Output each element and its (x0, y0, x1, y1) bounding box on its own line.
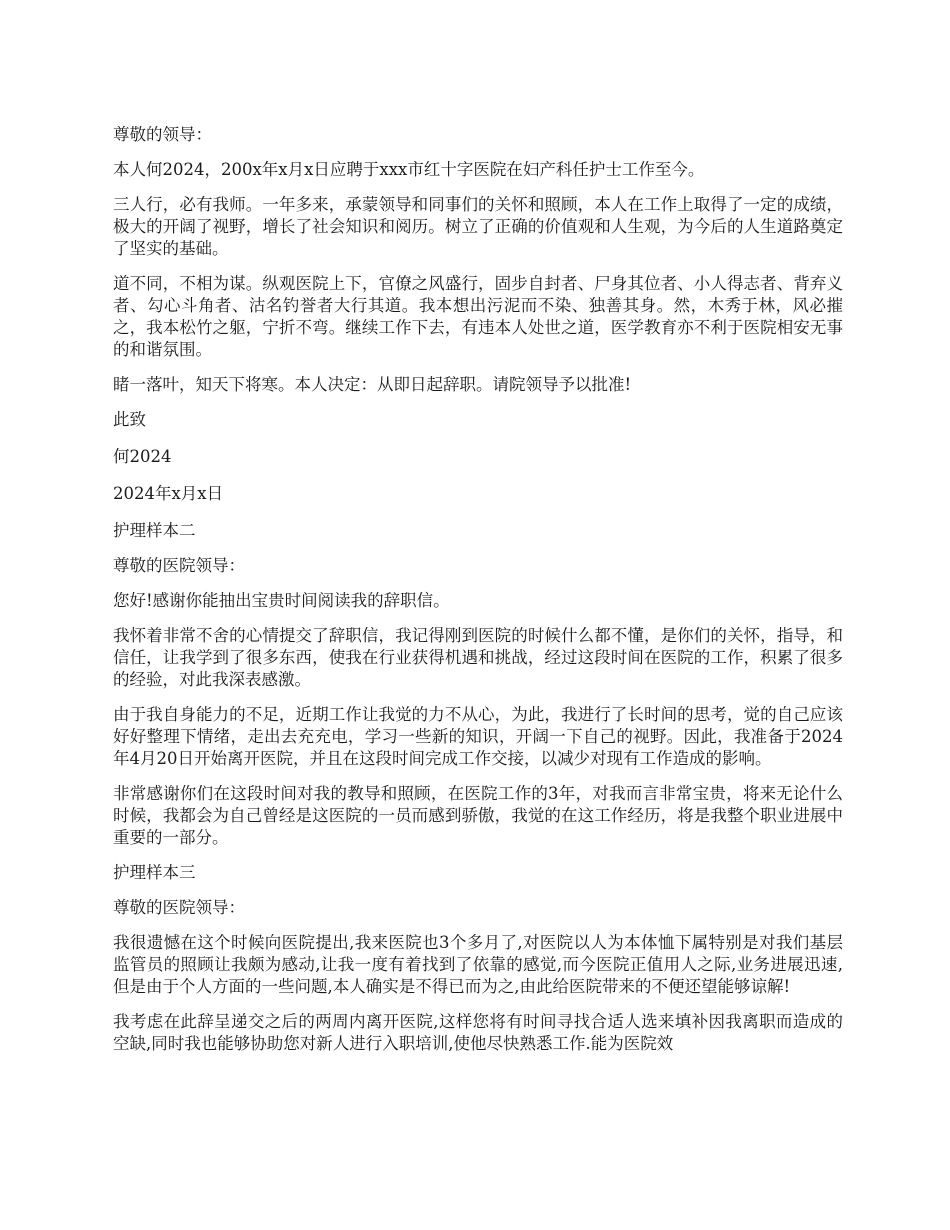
salutation: 尊敬的医院领导： (113, 898, 245, 917)
body-paragraph: 三人行，必有我师。一年多来，承蒙领导和同事们的关怀和照顾，本人在工作上取得了一定的成绩，极大的开阔了视野，增长了社会知识和阅历。树立了正确的价值观和人生观，为今后的人生道路奠定了坚实的基础。 (113, 195, 843, 258)
body-paragraph: 您好!感谢你能抽出宝贵时间阅读我的辞职信。 (113, 591, 450, 610)
body-paragraph: 睹一落叶，知天下将寒。本人决定：从即日起辞职。请院领导予以批准! (113, 375, 632, 394)
body-paragraph: 由于我自身能力的不足，近期工作让我觉的力不从心，为此，我进行了长时间的思考，觉的自己应该好好整理下情绪，走出去充充电，学习一些新的知识，开阔一下自己的视野。因此，我准备于2024年4月20日开始离开医院，并且在这段时间完成工作交接，以减少对现有工作造成的影响。 (113, 705, 843, 768)
section-heading: 护理样本二 (113, 521, 196, 540)
body-paragraph: 我考虑在此辞呈递交之后的两周内离开医院,这样您将有时间寻找合适人选来填补因我离职而造成的空缺,同时我也能够协助您对新人进行入职培训,使他尽快熟悉工作.能为医院效 (113, 1012, 843, 1053)
body-paragraph: 我怀着非常不舍的心情提交了辞职信，我记得刚到医院的时候什么都不懂，是你们的关怀，指导，和信任，让我学到了很多东西，使我在行业获得机遇和挑战，经过这段时间在医院的工作，积累了很多的经验，对此我深表感激。 (113, 626, 843, 689)
body-paragraph: 本人何2024，200x年x月x日应聘于xxx市红十字医院在妇产科任护士工作至今。 (113, 160, 705, 179)
section-heading: 护理样本三 (113, 863, 196, 882)
body-paragraph: 非常感谢你们在这段时间对我的教导和照顾，在医院工作的3年，对我而言非常宝贵，将来无论什么时候，我都会为自己曾经是这医院的一员而感到骄傲，我觉的在这工作经历，将是我整个职业进展中重要的一部分。 (113, 784, 843, 847)
date-line: 2024年x月x日 (113, 484, 224, 503)
salutation: 尊敬的医院领导： (113, 556, 245, 575)
document-body (113, 124, 843, 1068)
body-paragraph: 道不同，不相为谋。纵观医院上下，官僚之风盛行，固步自封者、尸身其位者、小人得志者、背弃义者、勾心斗角者、沽名钓誉者大行其道。我本想出污泥而不染、独善其身。然，木秀于林，风必摧之，我本松竹之躯，宁折不弯。继续工作下去，有违本人处世之道，医学教育亦不利于医院相安无事的和谐氛围。 (113, 274, 843, 359)
body-paragraph: 我很遗憾在这个时候向医院提出,我来医院也3个多月了,对医院以人为本体恤下属特别是对我们基层监管员的照顾让我颇为感动,让我一度有着找到了依靠的感觉,而今医院正值用人之际,业务进展迅速,但是由于个人方面的一些问题,本人确实是不得已而为之,由此给医院带来的不便还望能够谅解! (113, 933, 843, 996)
signature: 何2024 (113, 447, 172, 466)
closing: 此致 (113, 410, 146, 429)
salutation: 尊敬的领导： (113, 125, 212, 144)
